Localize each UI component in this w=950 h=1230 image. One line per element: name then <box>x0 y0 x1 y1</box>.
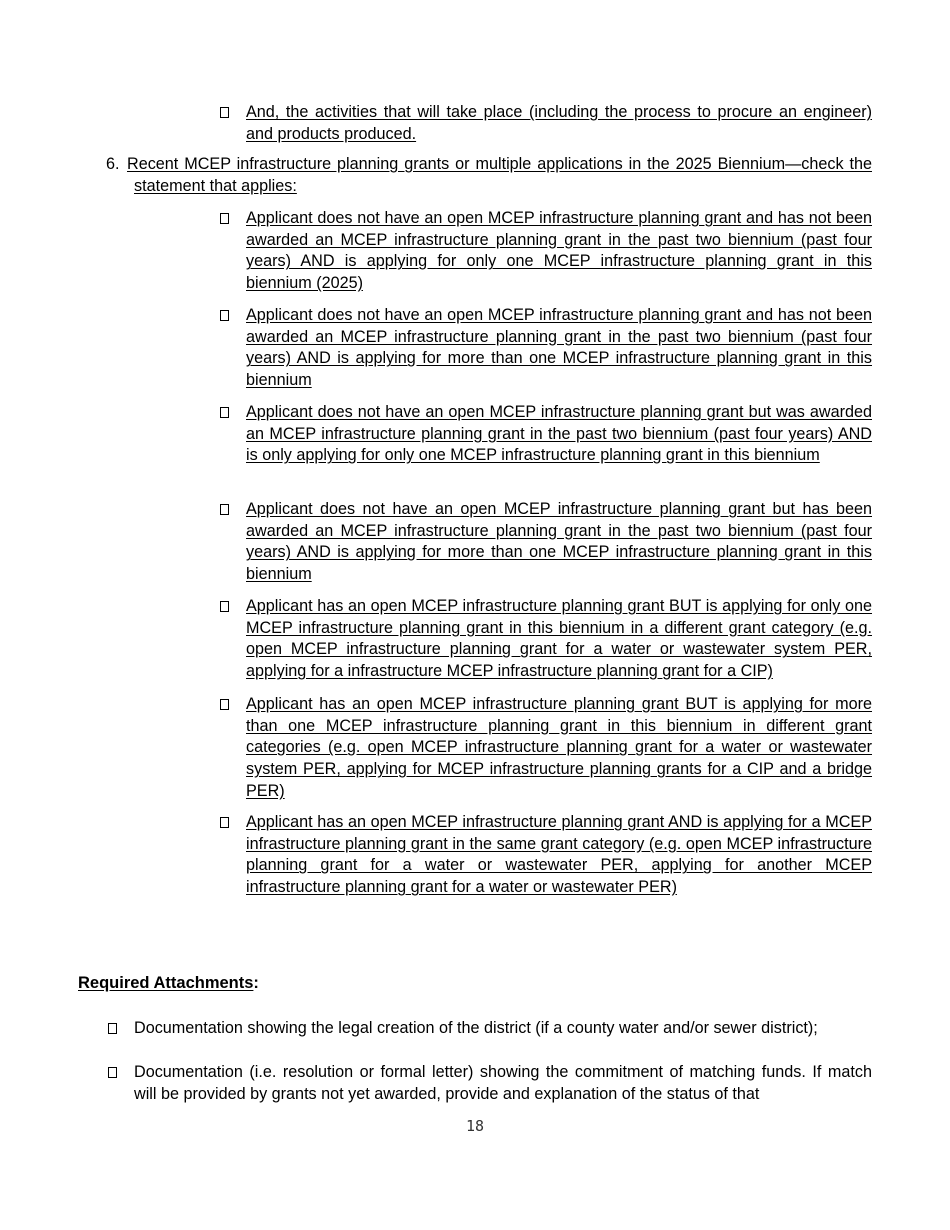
question-text: Recent MCEP infrastructure planning grants or multiple applications in the 2025 Biennium—check the statement that applies: <box>127 155 872 195</box>
option-text: Applicant has an open MCEP infrastructure planning grant BUT is applying for more than one MCEP infrastructure planning grant in this biennium in different grant categories (e.g. open MCEP infrastructure planning grant for a water or wastewater system PER, applying for MCEP infrastructure planning grants for a CIP and a bridge PER) <box>246 695 872 800</box>
attachment-item-legal-creation <box>108 1018 872 1040</box>
checkbox[interactable] <box>220 601 229 612</box>
heading-text: Required Attachments <box>78 974 254 992</box>
option-3 <box>220 402 872 467</box>
option-1 <box>220 208 872 295</box>
option-4 <box>220 499 872 586</box>
option-5 <box>220 596 872 683</box>
option-text: Applicant does not have an open MCEP infrastructure planning grant and has not been awarded an MCEP infrastructure planning grant in the past two biennium (past four years) AND is applying for only one MCEP infrastructure planning grant in this biennium (2025) <box>246 209 872 293</box>
question-number: 6. <box>106 155 120 173</box>
checkbox[interactable] <box>220 699 229 710</box>
attachment-item-matching-funds <box>108 1062 872 1105</box>
option-2 <box>220 305 872 392</box>
checkbox[interactable] <box>220 407 229 418</box>
checkbox[interactable] <box>108 1023 117 1034</box>
option-text: Applicant has an open MCEP infrastructure planning grant BUT is applying for only one MCEP infrastructure planning grant in this biennium in a different grant category (e.g. open MCEP infrastructure planning grant for a water or wastewater system PER, applying for a infrastructure MCEP infrastructure planning grant for a CIP) <box>246 597 872 681</box>
checkbox[interactable] <box>220 504 229 515</box>
page-number: 18 <box>465 1117 485 1135</box>
option-text: Applicant has an open MCEP infrastructure planning grant AND is applying for a MCEP infrastructure planning grant in the same grant category (e.g. open MCEP infrastructure planning grant for a water or wastewater PER, applying for another MCEP infrastructure planning grant for a water or wastewater PER) <box>246 813 872 897</box>
option-text: Applicant does not have an open MCEP infrastructure planning grant and has not been awarded an MCEP infrastructure planning grant in the past two biennium (past four years) AND is applying for more than one MCEP infrastructure planning grant in this biennium <box>246 306 872 390</box>
checkbox[interactable] <box>220 107 229 118</box>
checkbox[interactable] <box>220 817 229 828</box>
checklist-item-text: And, the activities that will take place (including the process to procure an engineer) and products produced. <box>246 103 872 143</box>
option-text: Applicant does not have an open MCEP infrastructure planning grant but has been awarded an MCEP infrastructure planning grant in the past two biennium (past four years) AND is applying for more than one MCEP infrastructure planning grant in this biennium <box>246 500 872 584</box>
option-text: Applicant does not have an open MCEP infrastructure planning grant but was awarded an MCEP infrastructure planning grant in the past two biennium (past four years) AND is only applying for only one MCEP infrastructure planning grant in this biennium <box>246 403 872 465</box>
question-6 <box>106 154 872 197</box>
checklist-item-activities <box>220 102 872 145</box>
option-6 <box>220 694 872 803</box>
attachment-text: Documentation (i.e. resolution or formal letter) showing the commitment of matching funds. If match will be provided by grants not yet awarded, provide and explanation of the status of that <box>134 1063 872 1103</box>
heading-colon: : <box>253 974 259 992</box>
checkbox[interactable] <box>108 1067 117 1078</box>
option-7 <box>220 812 872 899</box>
checkbox[interactable] <box>220 310 229 321</box>
attachment-text: Documentation showing the legal creation of the district (if a county water and/or sewer district); <box>134 1019 818 1037</box>
checkbox[interactable] <box>220 213 229 224</box>
required-attachments-heading <box>78 972 259 994</box>
